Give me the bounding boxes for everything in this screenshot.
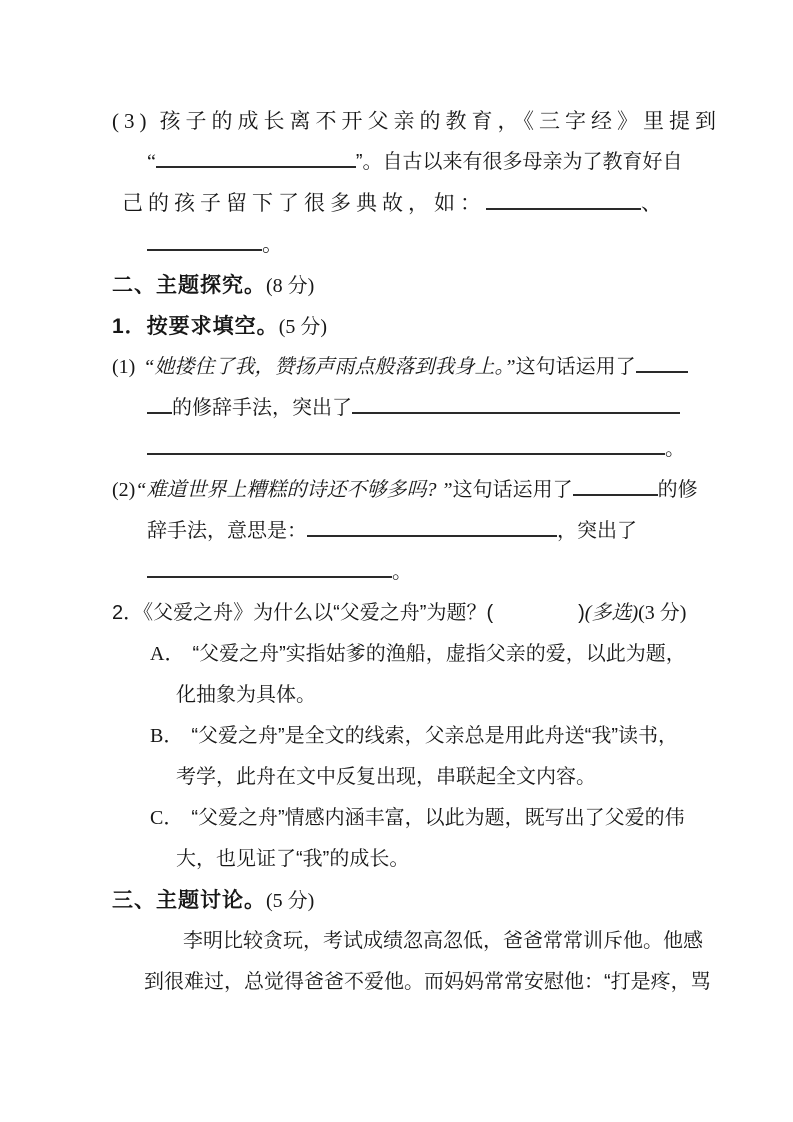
item3-line1 <box>112 101 793 142</box>
q1-label: 1．按要求填空。 <box>112 315 279 338</box>
item3-line3-tail: 、 <box>641 191 667 215</box>
option-c-text: “父爱之舟”情感内涵丰富，以此为题，既写出了父爱的伟 <box>191 807 685 829</box>
option-a-text: “父爱之舟”实指姑爹的渔船，虚指父亲的爱，以此为题， <box>192 643 686 665</box>
option-b-text: “父爱之舟”是全文的线索，父亲总是用此舟送“我”读书， <box>191 725 678 747</box>
q1-score: (5 分) <box>278 316 328 338</box>
fill-blank <box>636 351 688 373</box>
part2-label: (2) <box>112 479 136 501</box>
part2-line2-a: 辞手法，意思是： <box>147 520 307 542</box>
option-c-line1 <box>150 798 793 839</box>
q1-part2-line2 <box>147 511 793 552</box>
option-b-line1 <box>150 716 793 757</box>
q1-part2-line3 <box>147 552 793 593</box>
part2-line1-tail: 的修 <box>657 479 698 501</box>
q2-close-paren: ) <box>578 602 585 624</box>
part2-quote: “难道世界上糟糕的诗还不够多吗? ” <box>135 479 453 501</box>
q1-part1-line2 <box>147 388 793 429</box>
section3-heading-text: 三、主题讨论。 <box>112 889 266 912</box>
part2-line2-b: ，突出了 <box>557 520 637 542</box>
fill-blank <box>352 392 680 414</box>
fill-blank <box>147 433 665 455</box>
option-c-text2: 大，也见证了“我”的成长。 <box>176 848 410 870</box>
q2-label: 2．《父爱之舟》为什么以“父爱之舟”为题？( <box>112 602 494 624</box>
part2-line3-tail: 。 <box>392 561 412 583</box>
q2-score: (3 分) <box>638 602 687 624</box>
part1-quote: “她搂住了我，赞扬声雨点般落到我身上。” <box>143 356 516 378</box>
section3-para-text2: 到很难过，总觉得爸爸不爱他。而妈妈常常安慰他：“打是疼，骂 <box>144 971 711 993</box>
section3-heading <box>112 880 793 921</box>
item3-line4 <box>147 224 793 265</box>
fill-blank <box>156 146 356 168</box>
section3-para-text1: 李明比较贪玩，考试成绩忽高忽低，爸爸常常训斥他。他感 <box>183 930 703 952</box>
part1-label: (1) <box>112 356 136 378</box>
fill-blank <box>486 187 641 210</box>
q1-part1-line1 <box>112 347 793 388</box>
item3-line2-text: ”。自古以来有很多母亲为了教育好自 <box>355 151 683 173</box>
option-a-text2: 化抽象为具体。 <box>176 684 316 706</box>
item3-line4-tail: 。 <box>262 232 288 256</box>
q2-multi-tag: (多选) <box>584 602 639 624</box>
option-a-line1 <box>150 634 793 675</box>
item3-line2 <box>147 142 793 183</box>
fill-blank <box>147 228 262 251</box>
option-b-label: B． <box>150 725 184 747</box>
part1-line3-tail: 。 <box>665 438 685 460</box>
part1-after-quote: 这句话运用了 <box>515 356 636 378</box>
section3-para-line1 <box>183 921 793 962</box>
part1-line2-text: 的修辞手法，突出了 <box>172 397 352 419</box>
part2-after-quote: 这句话运用了 <box>452 479 573 501</box>
q2-heading <box>112 593 793 634</box>
section2-heading-text: 二、主题探究。 <box>112 274 266 297</box>
option-c-line2 <box>176 839 793 880</box>
option-c-label: C． <box>150 807 184 829</box>
section2-heading <box>112 265 793 306</box>
section2-heading-score: (8 分) <box>266 275 315 297</box>
section3-heading-score: (5 分) <box>266 890 315 912</box>
fill-blank <box>147 556 392 578</box>
option-b-line2 <box>176 757 793 798</box>
section3-para-line2 <box>144 962 793 1003</box>
q1-heading <box>112 306 793 347</box>
option-a-label: A． <box>150 643 185 665</box>
option-a-line2 <box>176 675 793 716</box>
q1-part2-line1 <box>112 470 793 511</box>
item3-label: (3) <box>112 109 152 133</box>
fill-blank <box>307 515 557 537</box>
option-b-text2: 考学，此舟在文中反复出现，串联起全文内容。 <box>176 766 596 788</box>
q1-part1-line3 <box>147 429 793 470</box>
item3-line1-text: 孩子的成长离不开父亲的教育，《三字经》里提到 <box>159 109 721 133</box>
open-quote: “ <box>147 151 156 173</box>
item3-line3-text: 己的孩子留下了很多典故，如： <box>122 191 486 215</box>
fill-blank <box>573 474 658 496</box>
fill-blank <box>147 392 172 414</box>
item3-line3 <box>122 183 793 224</box>
